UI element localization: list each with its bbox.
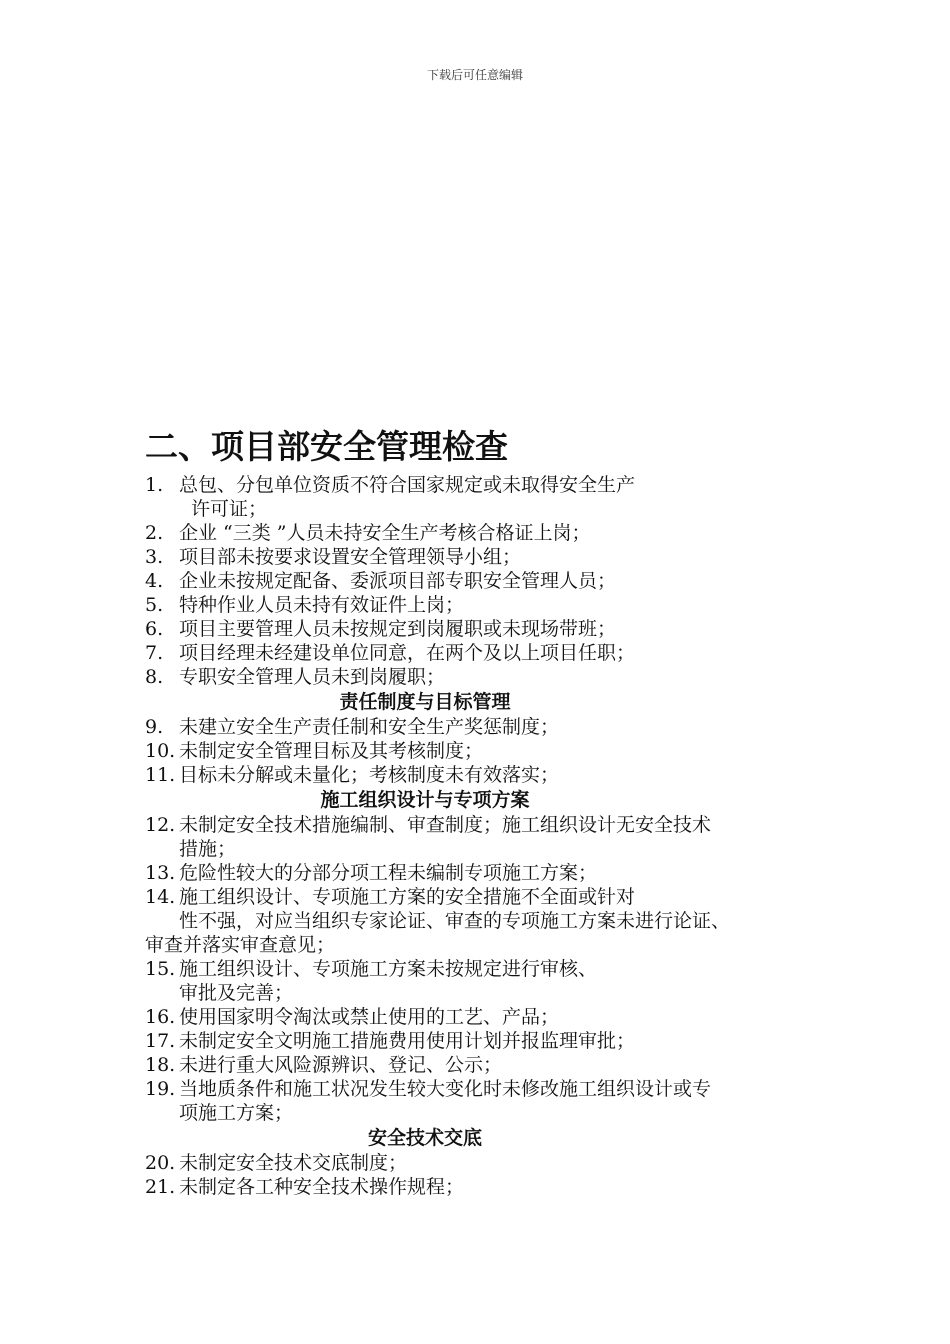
list-item: 10. 未制定安全管理目标及其考核制度； (145, 740, 484, 762)
list-item: 4. 企业未按规定配备、委派项目部专职安全管理人员； (145, 570, 617, 592)
list-item-continuation: 项施工方案； (179, 1102, 294, 1124)
list-item: 2. 企业 “三类 ”人员未持安全生产考核合格证上岗； (145, 522, 591, 544)
list-item: 3. 项目部未按要求设置安全管理领导小组； (145, 546, 522, 568)
list-item: 11. 目标未分解或未量化；考核制度未有效落实； (145, 764, 560, 786)
list-item: 12. 未制定安全技术措施编制、审查制度；施工组织设计无安全技术 (145, 814, 712, 836)
document-body (145, 425, 835, 1199)
list-item: 1. 总包、分包单位资质不符合国家规定或未取得安全生产 (145, 474, 636, 496)
list-item: 6. 项目主要管理人员未按规定到岗履职或未现场带班； (145, 618, 617, 640)
list-item-continuation: 审查并落实审查意见； (145, 934, 336, 956)
list-item-continuation: 性不强，对应当组织专家论证、审查的专项施工方案未进行论证、 (179, 910, 731, 932)
list-item: 7. 项目经理未经建设单位同意，在两个及以上项目任职； (145, 642, 636, 664)
list-item-continuation: 许可证； (191, 498, 268, 520)
list-item: 16. 使用国家明令淘汰或禁止使用的工艺、产品； (145, 1006, 560, 1028)
subheading-construction-plan: 施工组织设计与专项方案 (320, 789, 530, 811)
subheading-safety-briefing: 安全技术交底 (367, 1127, 482, 1149)
list-item-continuation: 审批及完善； (179, 982, 294, 1004)
list-item: 20. 未制定安全技术交底制度； (145, 1152, 408, 1174)
list-item-continuation: 措施； (179, 838, 237, 860)
list-item: 19. 当地质条件和施工状况发生较大变化时未修改施工组织设计或专 (145, 1078, 712, 1100)
section-title: 二、项目部安全管理检查 (145, 427, 508, 466)
list-item: 21. 未制定各工种安全技术操作规程； (145, 1176, 465, 1198)
list-item: 15. 施工组织设计、专项施工方案未按规定进行审核、 (145, 958, 598, 980)
list-item: 18. 未进行重大风险源辨识、登记、公示； (145, 1054, 503, 1076)
list-item: 5. 特种作业人员未持有效证件上岗； (145, 594, 465, 616)
list-item: 13. 危险性较大的分部分项工程未编制专项施工方案； (145, 862, 598, 884)
subheading-responsibility: 责任制度与目标管理 (339, 691, 511, 713)
list-item: 17. 未制定安全文明施工措施费用使用计划并报监理审批； (145, 1030, 636, 1052)
list-item: 8. 专职安全管理人员未到岗履职； (145, 666, 446, 688)
list-item: 9. 未建立安全生产责任制和安全生产奖惩制度； (145, 716, 560, 738)
list-item: 14. 施工组织设计、专项施工方案的安全措施不全面或针对 (145, 886, 636, 908)
page-header-note: 下载后可任意编辑 (426, 68, 523, 82)
